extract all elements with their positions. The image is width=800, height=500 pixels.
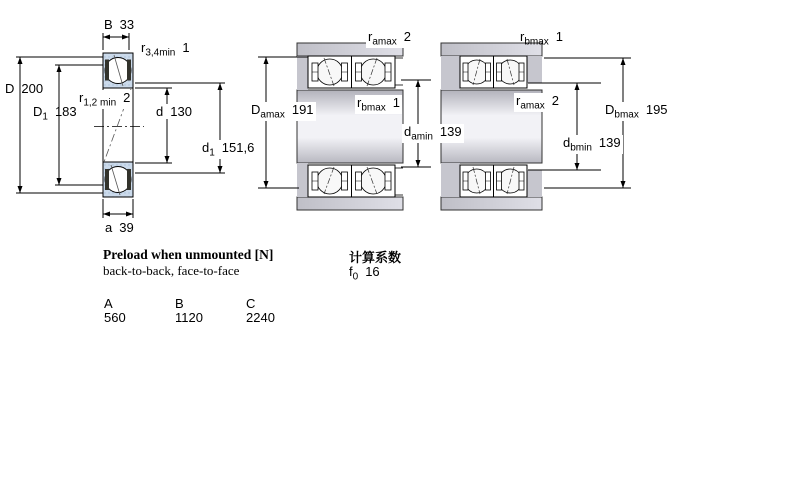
preload-value-A: 560 <box>104 310 126 325</box>
dim-label-rbmax-mid: $r_{bmax}$ 1 <box>357 95 401 114</box>
dim-label-dbmin: $d_{bmin}$ 139 <box>563 135 621 154</box>
dim-label-ramax-right: $r_{amax}$ 2 <box>516 93 560 112</box>
left-bearing-figure <box>94 53 144 197</box>
dim-label-ramax-mid: $r_{amax}$ 2 <box>368 29 412 48</box>
right-figure-dimensions <box>528 58 631 188</box>
dim-label-r12min: $r_{1,2 min}$ 2 <box>79 90 131 109</box>
dim-label-d1: $d_1$ 151,6 <box>202 140 255 159</box>
dim-label-B: B 33 <box>104 17 135 32</box>
dim-label-D1: $D_1$ 183 <box>33 104 77 123</box>
preload-col-header-C: C <box>246 296 256 311</box>
preload-col-header-A: A <box>104 296 113 311</box>
dim-label-D: D 200 <box>5 81 44 96</box>
preload-value-B: 1120 <box>175 310 203 325</box>
middle-arrangement-figure <box>297 43 403 210</box>
preload-col-header-B: B <box>175 296 184 311</box>
dim-label-damin: $d_{amin}$ 139 <box>404 124 462 143</box>
dim-label-a: a 39 <box>105 220 134 235</box>
preload-value-C: 2240 <box>246 310 275 325</box>
dim-label-rbmax-right: $r_{bmax}$ 1 <box>520 29 564 48</box>
calculation-factor-f0: $f_0$ 16 <box>349 264 380 283</box>
calculation-factors-title: 计算系数 <box>349 250 402 265</box>
dim-label-Dbmax: $D_{bmax}$ 195 <box>605 102 668 121</box>
preload-subtitle: back-to-back, face-to-face <box>103 263 240 278</box>
dim-label-d: d 130 <box>156 104 192 119</box>
dim-label-r34min: $r_{3,4min}$ 1 <box>141 40 190 59</box>
dim-label-Damax: $D_{amax}$ 191 <box>251 102 314 121</box>
housing-bottom <box>297 197 403 210</box>
preload-title: Preload when unmounted [N] <box>103 247 274 262</box>
housing-bottom <box>441 197 542 210</box>
